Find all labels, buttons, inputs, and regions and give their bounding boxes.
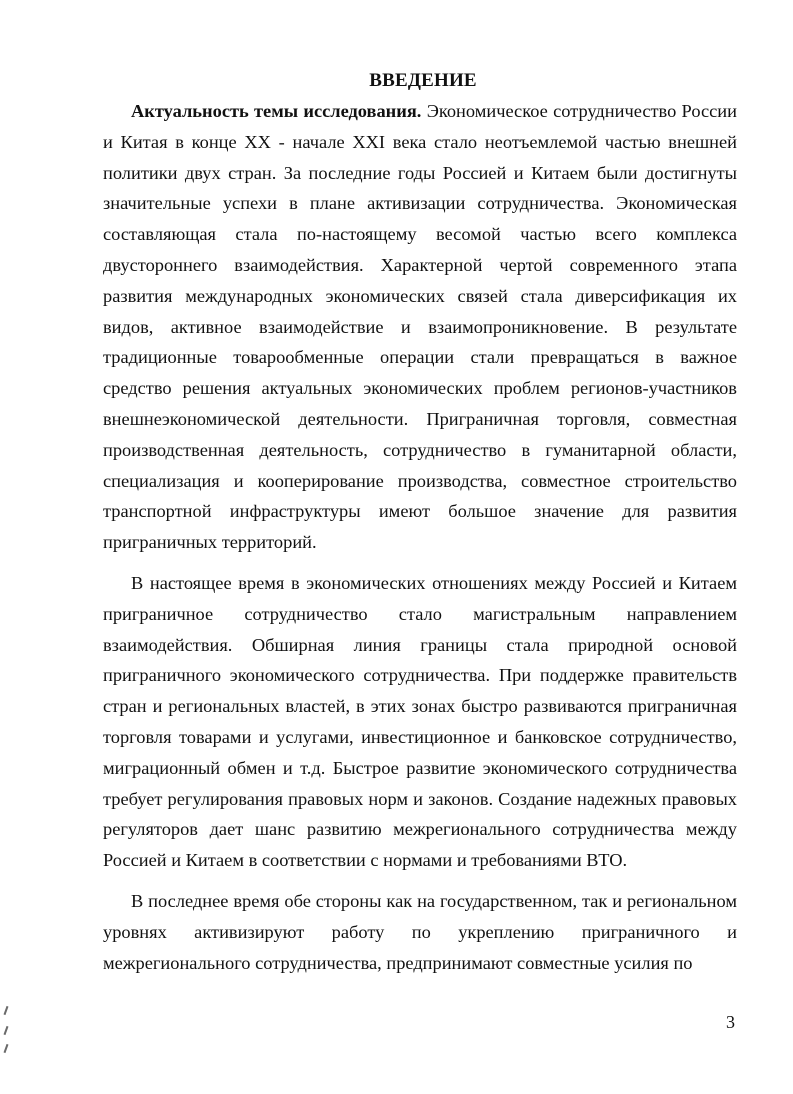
- paragraph-border-cooperation: [103, 568, 737, 876]
- paragraph-text: В последнее время обе стороны как на государственном, так и региональном уровнях активизируют работу по укреплению приграничного и межрегионального сотрудничества, предпринимают совместные усилия по: [103, 890, 737, 973]
- paragraph-recent-efforts: [103, 886, 737, 978]
- paragraph-relevance: [103, 96, 737, 558]
- scan-artifact: [4, 1026, 9, 1035]
- paragraph-text: Экономическое сотрудничество России и Китая в конце XX - начале XXI века стало неотъемлемой частью внешней политики двух стран. За последние годы Россией и Китаем были достигнуты значительные успехи в плане активизации сотрудничества. Экономическая составляющая стала по-настоящему весомой частью всего комплекса двустороннего взаимодействия. Характерной чертой современного этапа развития международных экономических связей стала диверсификация их видов, активное взаимодействие и взаимопроникновение. В результате традиционные товарообменные операции стали превращаться в важное средство решения актуальных экономических проблем регионов-участников внешнеэкономической деятельности. Приграничная торговля, совместная производственная деятельность, сотрудничество в гуманитарной области, специализация и кооперирование производства, совместное строительство транспортной инфраструктуры имеют большое значение для развития приграничных территорий.: [103, 101, 737, 553]
- paragraph-lead: Актуальность темы исследования.: [131, 101, 422, 121]
- paragraph-text: В настоящее время в экономических отношениях между Россией и Китаем приграничное сотрудничество стало магистральным направлением взаимодействия. Обширная линия границы стала природной основой приграничного экономического сотрудничества. При поддержке правительств стран и региональных властей, в этих зонах быстро развиваются приграничная торговля товарами и услугами, инвестиционное и банковское сотрудничество, миграционный обмен и т.д. Быстрое развитие экономического сотрудничества требует регулирования правовых норм и законов. Создание надежных правовых регуляторов дает шанс развитию межрегионального сотрудничества между Россией и Китаем в соответствии с нормами и требованиями ВТО.: [103, 572, 737, 871]
- scan-artifact: [4, 1006, 9, 1015]
- page-title: ВВЕДЕНИЕ: [369, 70, 477, 91]
- scan-artifact: [4, 1044, 9, 1053]
- page-number: 3: [726, 1012, 735, 1032]
- document-page: [103, 66, 737, 978]
